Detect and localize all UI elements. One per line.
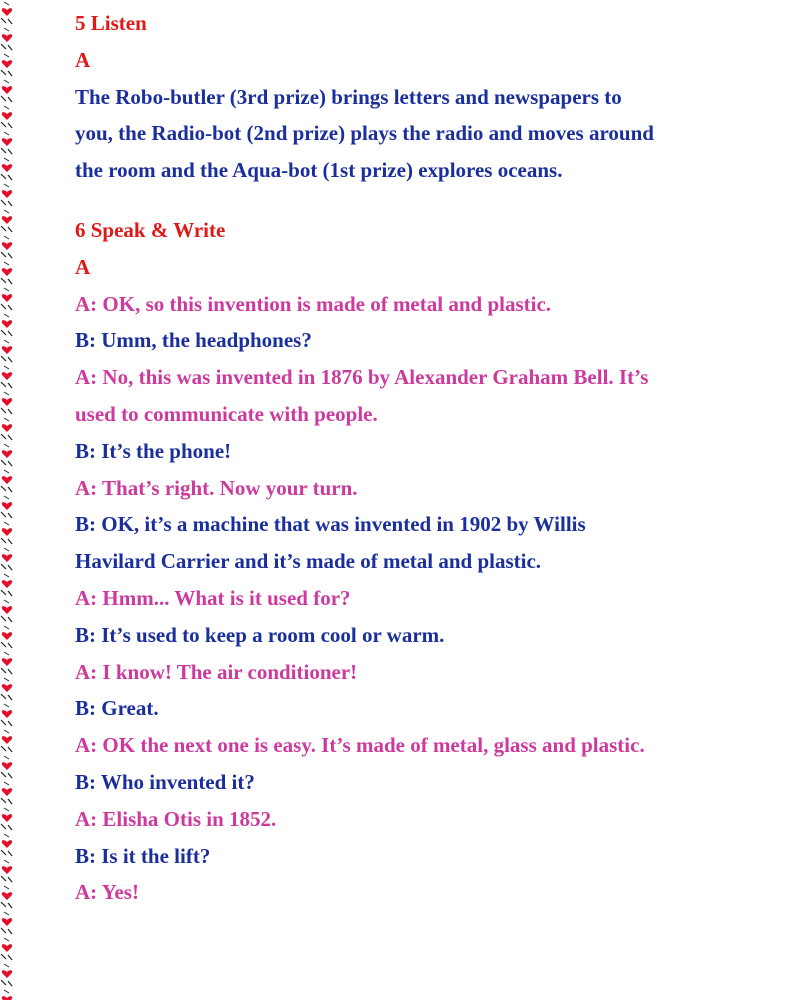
dialogue-line: A: That’s right. Now your turn.	[75, 475, 358, 500]
section-6-title: 6 Speak & Write	[75, 217, 226, 242]
dialogue-line: used to communicate with people.	[75, 401, 378, 426]
section-5-line: the room and the Aqua-bot (1st prize) explores oceans.	[75, 158, 563, 183]
dialogue-line: B: OK, it’s a machine that was invented in 1902 by Willis	[75, 512, 586, 537]
dialogue-line: B: Umm, the headphones?	[75, 328, 312, 353]
dialogue-line: A: Elisha Otis in 1852.	[75, 806, 277, 831]
dialogue-line: B: Who invented it?	[75, 769, 255, 794]
section-gap	[75, 189, 790, 212]
dialogue-line: B: Is it the lift?	[75, 843, 211, 868]
section-5-title: 5 Listen	[75, 11, 147, 35]
section-6-subheading: A	[75, 254, 91, 279]
dialogue-line: B: It’s used to keep a room cool or warm.	[75, 622, 445, 647]
section-5-line: you, the Radio-bot (2nd prize) plays the radio and moves around	[75, 121, 654, 146]
dialogue-line: A: Hmm... What is it used for?	[75, 585, 351, 610]
dialogue-line: A: Yes!	[75, 880, 139, 905]
dialogue-line: B: It’s the phone!	[75, 438, 232, 463]
section-5-subheading: A	[75, 47, 91, 72]
dialogue-line: A: I know! The air conditioner!	[75, 659, 358, 684]
decorative-heart-border	[0, 0, 14, 1000]
section-5-line: The Robo-butler (3rd prize) brings letters and newspapers to	[75, 84, 622, 109]
dialogue-line: A: No, this was invented in 1876 by Alexander Graham Bell. It’s	[75, 365, 649, 390]
answer-content	[75, 5, 790, 911]
dialogue-line: B: Great.	[75, 696, 159, 721]
dialogue-line: A: OK the next one is easy. It’s made of metal, glass and plastic.	[75, 733, 645, 758]
dialogue-line: A: OK, so this invention is made of metal and plastic.	[75, 291, 552, 316]
dialogue-line: Havilard Carrier and it’s made of metal and plastic.	[75, 549, 542, 574]
